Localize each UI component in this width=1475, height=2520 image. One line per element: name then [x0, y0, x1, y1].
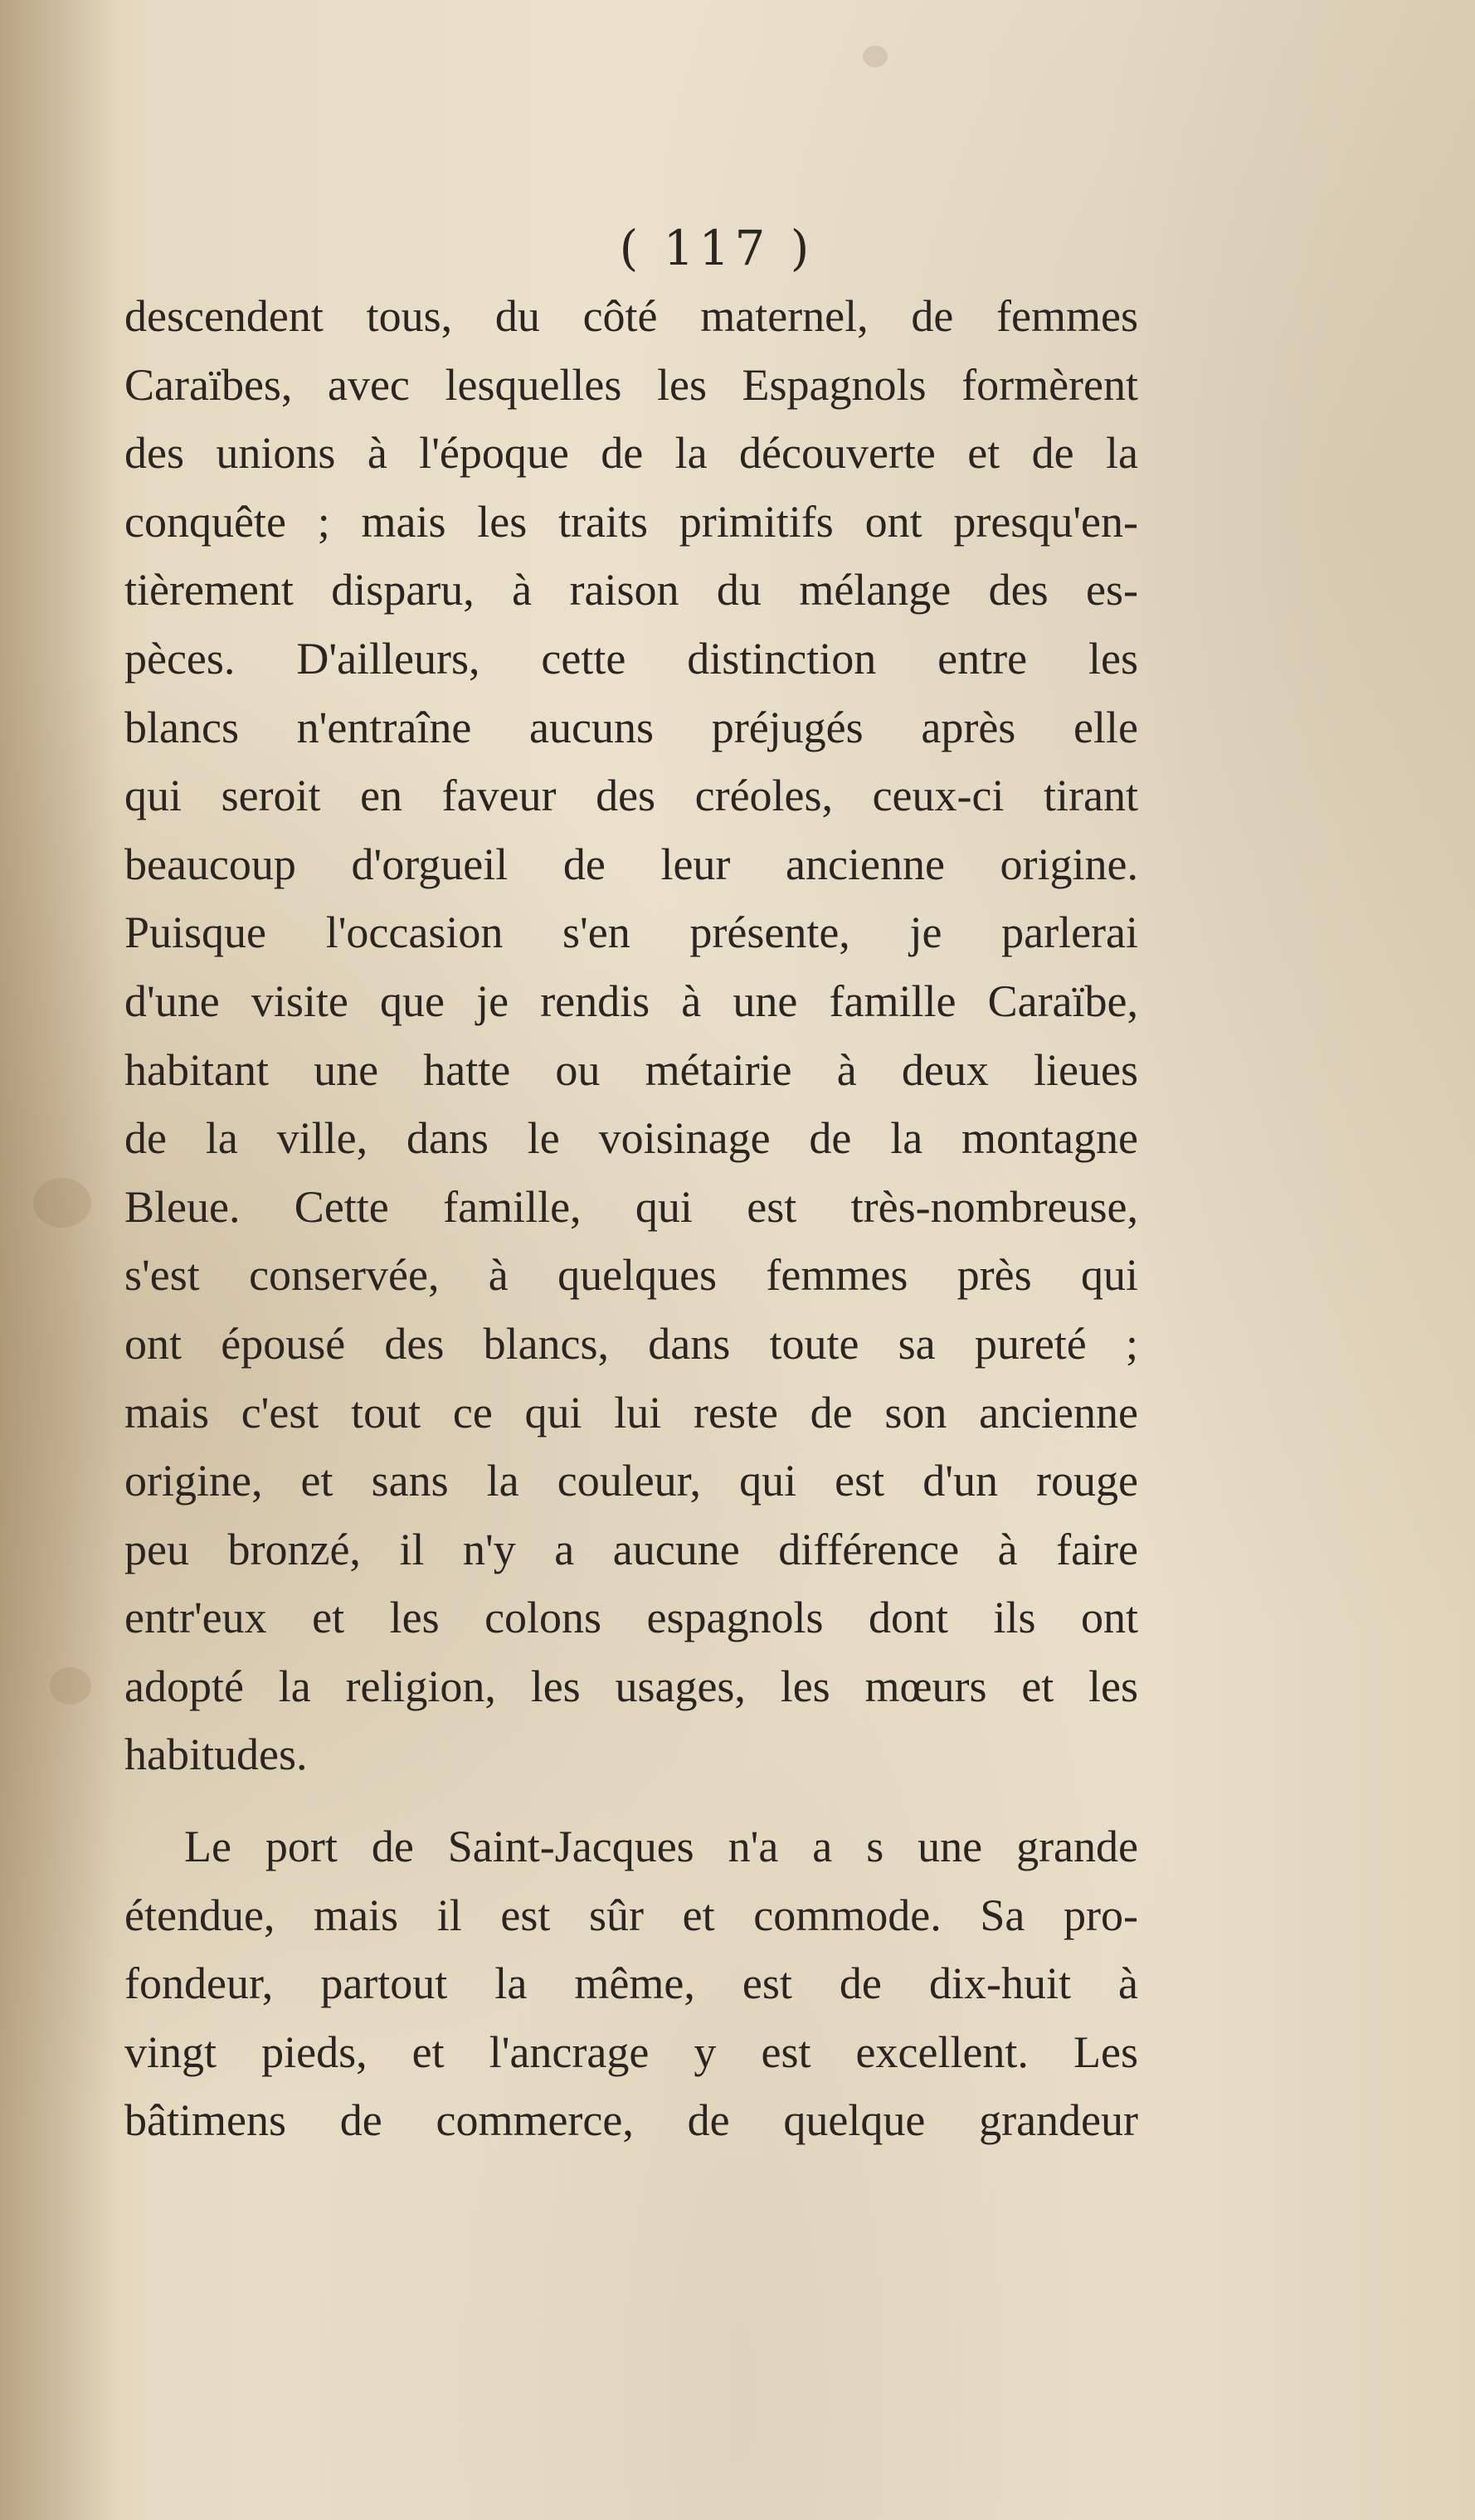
body-text: [124, 282, 1138, 2155]
text-line: fondeur, partout la même, est de dix-huit à: [124, 1958, 1138, 2009]
text-line: blancs n'entraîne aucuns préjugés après elle: [124, 702, 1138, 752]
text-line: de la ville, dans le voisinage de la montagne: [124, 1113, 1138, 1164]
text-line: vingt pieds, et l'ancrage y est excellent. Les: [124, 2026, 1138, 2077]
text-line: habitant une hatte ou métairie à deux lieues: [124, 1044, 1138, 1095]
text-line: beaucoup d'orgueil de leur ancienne origine.: [124, 839, 1138, 889]
text-line: des unions à l'époque de la découverte et de la: [124, 428, 1138, 479]
paragraph-gap: [124, 1789, 1138, 1812]
text-line: pèces. D'ailleurs, cette distinction entre les: [124, 633, 1138, 684]
gutter-shadow: [0, 0, 116, 2520]
text-line: étendue, mais il est sûr et commode. Sa pro-: [124, 1890, 1138, 1940]
text-line: peu bronzé, il n'y a aucune différence à faire: [124, 1524, 1138, 1574]
text-line: bâtimens de commerce, de quelque grandeur: [124, 2095, 1138, 2146]
text-line: tièrement disparu, à raison du mélange des es-: [124, 565, 1138, 615]
text-line: habitudes.: [124, 1729, 308, 1780]
page-number: ( 117 ): [619, 220, 815, 276]
text-line: Le port de Saint-Jacques n'a a s une grande: [184, 1822, 1138, 1872]
text-line: qui seroit en faveur des créoles, ceux-ci tirant: [124, 771, 1138, 821]
text-line: mais c'est tout ce qui lui reste de son ancienne: [124, 1387, 1138, 1438]
text-line: s'est conservée, à quelques femmes près qui: [124, 1250, 1138, 1301]
text-line: Caraïbes, avec lesquelles les Espagnols formèrent: [124, 359, 1138, 410]
text-line: Puisque l'occasion s'en présente, je parlerai: [124, 907, 1138, 958]
text-line: adopté la religion, les usages, les mœurs et les: [124, 1661, 1138, 1711]
text-line: conquête ; mais les traits primitifs ont presqu'en-: [124, 496, 1138, 547]
text-line: descendent tous, du côté maternel, de femmes: [124, 291, 1138, 341]
paragraph: [124, 282, 1138, 1789]
text-line: ont épousé des blancs, dans toute sa pureté ;: [124, 1318, 1138, 1369]
text-line: entr'eux et les colons espagnols dont ils ont: [124, 1593, 1138, 1643]
text-line: Bleue. Cette famille, qui est très-nombreuse,: [124, 1181, 1138, 1232]
foxing-stain: [863, 46, 888, 67]
foxing-stain: [33, 1178, 91, 1228]
foxing-stain: [50, 1667, 91, 1705]
paragraph: [124, 1812, 1138, 2155]
text-line: origine, et sans la couleur, qui est d'un rouge: [124, 1456, 1138, 1506]
text-line: d'une visite que je rendis à une famille Caraïbe,: [124, 975, 1138, 1026]
